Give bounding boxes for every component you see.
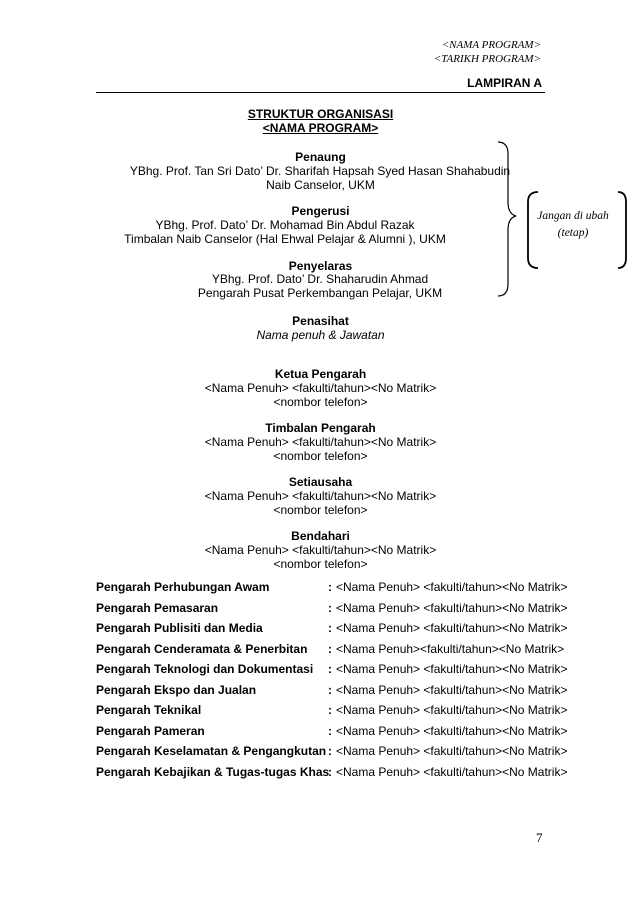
pengerusi-name: YBhg. Prof. Dato’ Dr. Mohamad Bin Abdul Razak [155,218,415,232]
program-date-header: <TARIKH PROGRAM> [433,53,541,65]
document-title: STRUKTUR ORGANISASI [247,107,394,121]
director-row [96,700,567,721]
director-label: Pengarah Teknologi dan Dokumentasi [96,662,314,676]
director-label: Pengarah Cenderamata & Penerbitan [96,641,308,656]
timbalan-pengarah-role: Timbalan Pengarah [265,421,376,435]
director-row [96,639,567,660]
director-value: <Nama Penuh> <fakulti/tahun><No Matrik> [336,621,568,635]
colon: : [328,744,332,758]
director-row [96,659,567,680]
document-subtitle: <NAMA PROGRAM> [262,121,379,135]
penyelaras-role: Penyelaras [288,259,353,273]
setiausaha-name: <Nama Penuh> <fakulti/tahun><No Matrik> [204,489,437,503]
appendix-label: LAMPIRAN A [467,76,542,90]
timbalan-pengarah-phone: <nombor telefon> [273,449,368,463]
colon: : [328,580,332,594]
fixed-note [528,208,618,242]
colon: : [328,600,332,615]
colon: : [328,621,332,635]
colon: : [328,723,332,738]
director-label: Pengarah Teknikal [96,703,202,717]
director-row [96,762,567,783]
colon: : [328,662,332,676]
bendahari-role: Bendahari [291,529,350,543]
ketua-pengarah-name: <Nama Penuh> <fakulti/tahun><No Matrik> [204,381,437,395]
director-label: Pengarah Perhubungan Awam [96,580,270,594]
right-curly-brace [498,142,516,296]
colon: : [328,764,332,779]
ketua-pengarah-phone: <nombor telefon> [273,395,368,409]
note-right-bracket [618,192,626,268]
timbalan-pengarah-name: <Nama Penuh> <fakulti/tahun><No Matrik> [204,435,437,449]
penasihat-text: Nama penuh & Jawatan [256,328,385,342]
director-label: Pengarah Ekspo dan Jualan [96,682,257,697]
director-value: <Nama Penuh> <fakulti/tahun><No Matrik> [336,600,568,615]
director-value: <Nama Penuh> <fakulti/tahun><No Matrik> [336,723,568,738]
director-label: Pengarah Pameran [96,723,205,738]
penyelaras-name: YBhg. Prof. Dato’ Dr. Shaharudin Ahmad [211,272,429,286]
director-row [96,721,567,742]
page-number: 7 [536,830,543,845]
pengerusi-title: Timbalan Naib Canselor (Hal Ehwal Pelajar & Alumni ), UKM [124,232,446,246]
director-label: Pengarah Publisiti dan Media [96,621,263,635]
bendahari-phone: <nombor telefon> [273,557,368,571]
colon: : [328,682,332,697]
director-value: <Nama Penuh> <fakulti/tahun><No Matrik> [336,580,568,594]
ketua-pengarah-role: Ketua Pengarah [274,367,367,381]
directors-list [96,577,567,782]
penyelaras-title: Pengarah Pusat Perkembangan Pelajar, UKM [197,286,443,300]
penaung-title: Naib Canselor, UKM [266,178,375,192]
director-row [96,741,567,762]
director-value: <Nama Penuh><fakulti/tahun><No Matrik> [336,641,565,656]
fixed-note-line2: (tetap) [557,227,589,239]
director-value: <Nama Penuh> <fakulti/tahun><No Matrik> [336,703,568,717]
setiausaha-phone: <nombor telefon> [273,503,368,517]
bendahari-name: <Nama Penuh> <fakulti/tahun><No Matrik> [204,543,437,557]
penaung-role: Penaung [295,150,346,164]
penasihat-role: Penasihat [292,314,349,328]
director-value: <Nama Penuh> <fakulti/tahun><No Matrik> [336,744,568,758]
director-label: Pengarah Kebajikan & Tugas-tugas Khas [96,764,330,779]
header-rule [96,92,545,93]
director-row [96,598,567,619]
fixed-note-line1: Jangan di ubah [537,210,609,222]
colon: : [328,641,332,656]
director-row [96,577,567,598]
director-value: <Nama Penuh> <fakulti/tahun><No Matrik> [336,682,568,697]
director-row [96,618,567,639]
director-label: Pengarah Keselamatan & Pengangkutan [96,744,327,758]
director-label: Pengarah Pemasaran [96,600,219,615]
program-name-header: <NAMA PROGRAM> [441,39,541,51]
colon: : [328,703,332,717]
director-value: <Nama Penuh> <fakulti/tahun><No Matrik> [336,764,568,779]
director-row [96,680,567,701]
setiausaha-role: Setiausaha [288,475,353,489]
pengerusi-role: Pengerusi [291,204,350,218]
director-value: <Nama Penuh> <fakulti/tahun><No Matrik> [336,662,568,676]
penaung-name: YBhg. Prof. Tan Sri Dato’ Dr. Sharifah Hapsah Syed Hasan Shahabudin [129,164,511,178]
